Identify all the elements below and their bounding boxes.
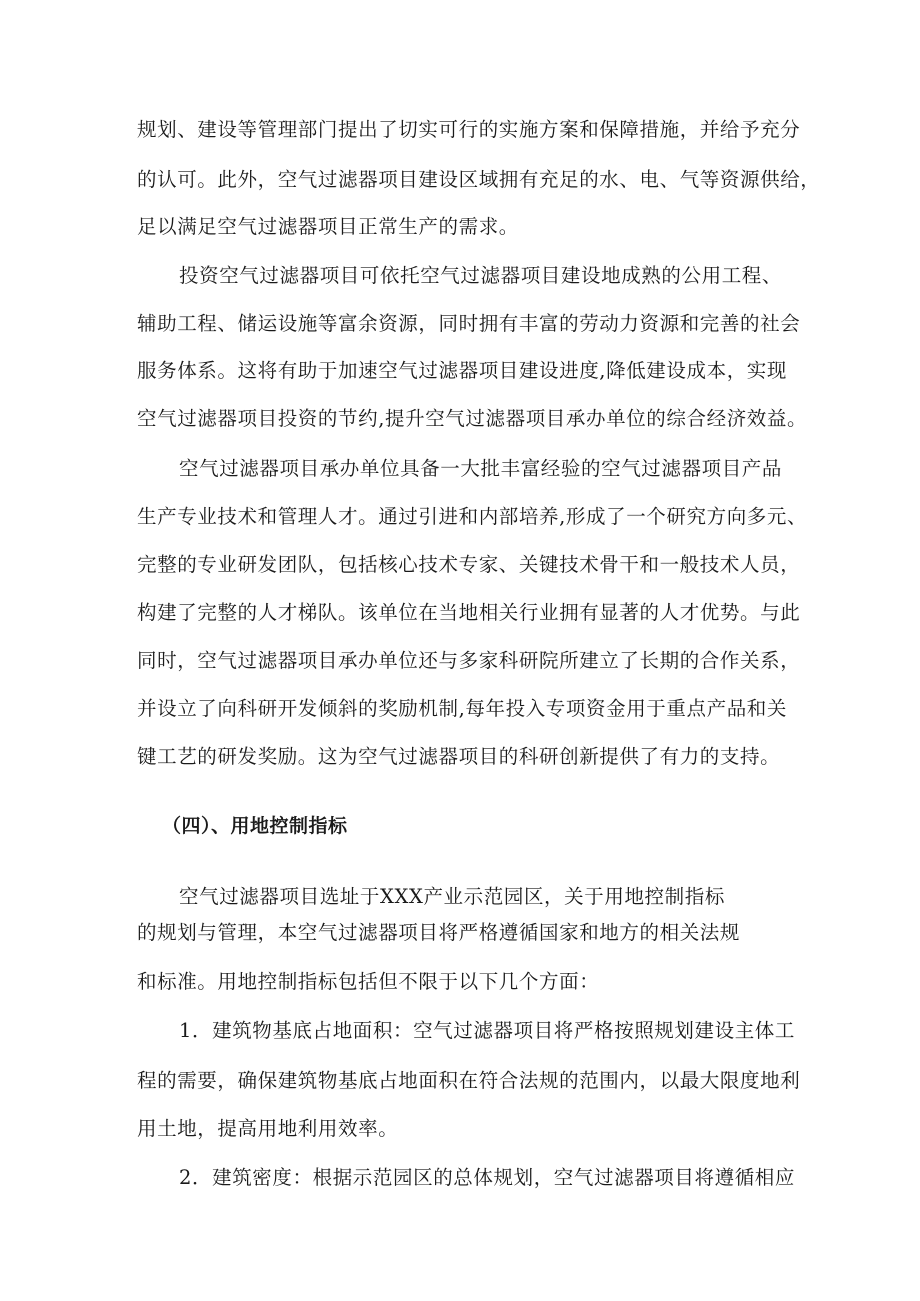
text-line: 空气过滤器项目选址于XXX产业示范园区，关于用地控制指标	[179, 885, 725, 908]
text-line: 的认可。此外，空气过滤器项目建设区域拥有充足的水、电、气等资源供给，	[137, 168, 821, 191]
text-line: 完整的专业研发团队，包括核心技术专家、关键技术骨干和一般技术人员，	[137, 553, 801, 576]
text-line: 规划、建设等管理部门提出了切实可行的实施方案和保障措施，并给予充分	[137, 118, 801, 141]
list-item-text: 2．建筑密度：根据示范园区的总体规划，空气过滤器项目将遵循相应	[179, 1166, 796, 1189]
text-line: 程的需要，确保建筑物基底占地面积在符合法规的范围内，以最大限度地利	[137, 1069, 801, 1092]
text-line: 服务体系。这将有助于加速空气过滤器项目建设进度,降低建设成本，实现	[137, 359, 787, 382]
list-item-text: 1．建筑物基底占地面积：空气过滤器项目将严格按照规划建设主体工	[179, 1019, 796, 1042]
text-line: 用土地，提高用地利用效率。	[137, 1117, 399, 1140]
text-line: 同时，空气过滤器项目承办单位还与多家科研院所建立了长期的合作关系，	[137, 649, 801, 672]
text-line: 足以满足空气过滤器项目正常生产的需求。	[137, 215, 519, 238]
text-line: 空气过滤器项目承办单位具备一大批丰富经验的空气过滤器项目产品	[179, 457, 783, 480]
text-line: 键工艺的研发奖励。这为空气过滤器项目的科研创新提供了有力的支持。	[137, 745, 781, 768]
text-line: 辅助工程、储运设施等富余资源，同时拥有丰富的劳动力资源和完善的社会	[137, 312, 801, 335]
text-line: 投资空气过滤器项目可依托空气过滤器项目建设地成熟的公用工程、	[179, 264, 783, 287]
text-line: 空气过滤器项目投资的节约,提升空气过滤器项目承办单位的综合经济效益。	[137, 407, 808, 430]
text-line: 并设立了向科研开发倾斜的奖励机制,每年投入专项资金用于重点产品和关	[137, 697, 787, 720]
text-line: 的规划与管理，本空气过滤器项目将严格遵循国家和地方的相关法规	[137, 921, 741, 944]
text-line: 生产专业技术和管理人才。通过引进和内部培养,形成了一个研究方向多元、	[137, 505, 808, 528]
text-line: 构建了完整的人才梯队。该单位在当地相关行业拥有显著的人才优势。与此	[137, 601, 801, 624]
section-heading: （四）、用地控制指标	[162, 815, 348, 837]
text-line: 和标准。用地控制指标包括但不限于以下几个方面：	[137, 970, 600, 993]
